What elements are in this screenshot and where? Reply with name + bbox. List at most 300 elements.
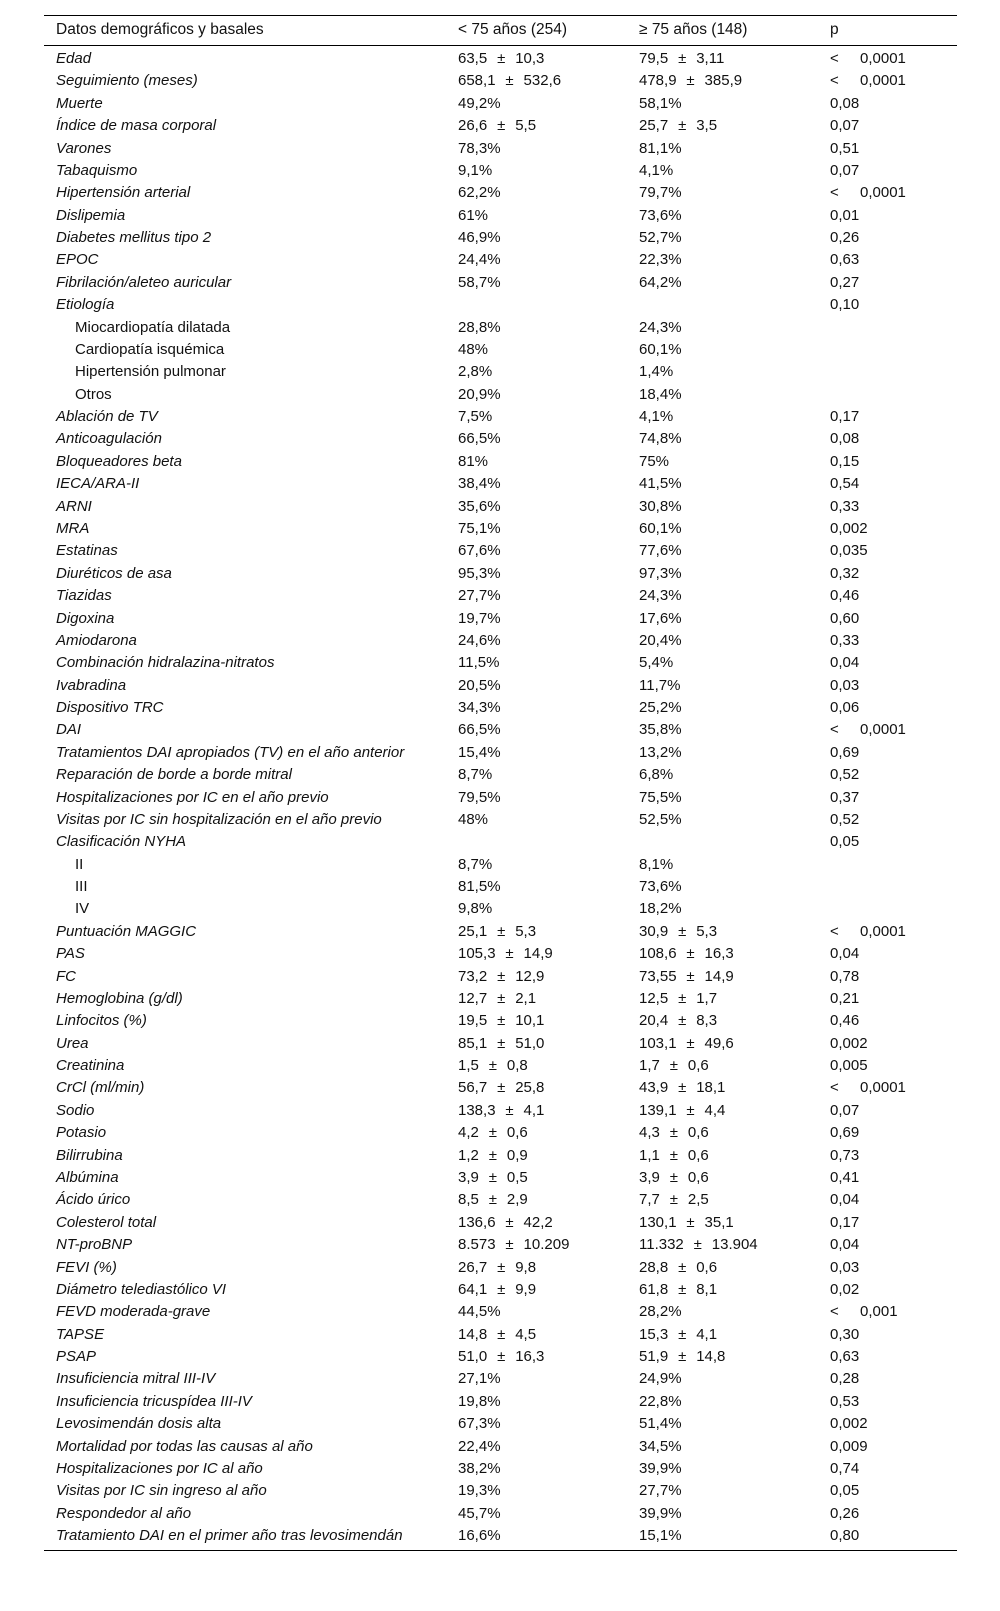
plus-minus-sign: ± — [497, 1079, 506, 1097]
cell-p-value: 0,04 — [830, 654, 860, 672]
mean-value: 12,5 — [639, 989, 669, 1007]
row-label: II — [75, 855, 84, 873]
table-row — [44, 584, 957, 607]
mean-value: 79,5 — [639, 50, 669, 67]
cell-75-plus: 4,1% — [639, 161, 674, 179]
sd-value: 385,9 — [704, 72, 743, 90]
table-row — [44, 562, 957, 585]
row-label: CrCl (ml/min) — [56, 1079, 145, 1097]
table-row — [44, 427, 957, 450]
sd-value: 16,3 — [704, 945, 734, 963]
table-row — [44, 1367, 957, 1390]
plus-minus-sign: ± — [693, 1236, 702, 1254]
cell-75-plus — [639, 1099, 725, 1122]
mean-value: 3,9 — [458, 1169, 479, 1186]
row-label-cell — [56, 137, 111, 160]
row-label: Mortalidad por todas las causas al año — [56, 1437, 313, 1455]
plus-minus-sign: ± — [678, 1348, 687, 1366]
mean-value: 1,5 — [458, 1057, 479, 1075]
cell-p-value: 0,009 — [830, 1437, 868, 1455]
mean-sd-value — [639, 1099, 725, 1122]
row-label: Diámetro telediastólico VI — [56, 1280, 227, 1298]
sd-value: 0,6 — [687, 1124, 709, 1142]
mean-value: 103,1 — [639, 1034, 677, 1052]
mean-sd-value — [639, 47, 724, 70]
row-label-cell — [56, 1345, 96, 1368]
mean-sd-value — [458, 1345, 544, 1368]
sd-value: 9,9 — [515, 1280, 537, 1298]
table-row — [44, 786, 957, 809]
cell-under-75: 81% — [458, 452, 489, 470]
mean-sd-value — [639, 1188, 709, 1211]
cell-75-plus — [639, 1345, 725, 1368]
row-label: Potasio — [56, 1124, 107, 1142]
row-label: NT-proBNP — [56, 1236, 133, 1254]
mean-sd-value — [639, 1054, 709, 1077]
cell-75-plus: 27,7% — [639, 1482, 682, 1500]
row-label: Hipertensión arterial — [56, 184, 191, 202]
row-label: Ivabradina — [56, 676, 127, 694]
cell-75-plus: 24,3% — [639, 318, 682, 336]
cell-under-75: 48% — [458, 340, 489, 358]
row-label-cell — [56, 383, 112, 406]
row-label: Insuficiencia mitral III-IV — [56, 1370, 216, 1388]
row-label-cell — [56, 1412, 221, 1435]
mean-value: 51,9 — [639, 1348, 669, 1366]
table-row — [44, 651, 957, 674]
row-label-cell — [56, 696, 164, 719]
cell-75-plus: 77,6% — [639, 542, 682, 560]
mean-value: 61,8 — [639, 1280, 669, 1298]
cell-p-value: 0,15 — [830, 452, 860, 470]
cell-p-value: 0,26 — [830, 229, 860, 247]
row-label: Ácido úrico — [56, 1191, 131, 1209]
row-label: FEVI (%) — [56, 1258, 117, 1276]
table-row — [44, 495, 957, 518]
cell-under-75: 7,5% — [458, 408, 493, 426]
cell-p-value — [830, 1076, 906, 1099]
cell-under-75: 11,5% — [458, 654, 500, 672]
mean-sd-value — [639, 1211, 734, 1234]
table-row — [44, 965, 957, 988]
table-subrow — [44, 338, 957, 361]
cell-p-value: 0,21 — [830, 989, 860, 1007]
row-label-cell — [56, 271, 231, 294]
row-label-cell — [56, 47, 91, 70]
sd-value: 14,9 — [704, 967, 734, 985]
cell-p-value: 0,08 — [830, 94, 860, 112]
row-label-cell — [56, 987, 183, 1010]
table-bottom-rule — [44, 1550, 957, 1551]
table-row — [44, 271, 957, 294]
cell-p-value: 0,10 — [830, 296, 860, 314]
table-row — [44, 674, 957, 697]
mean-sd-value — [458, 1211, 553, 1234]
cell-p-value: 0,002 — [830, 519, 868, 537]
row-label: Levosimendán dosis alta — [56, 1415, 222, 1433]
table-row — [44, 1054, 957, 1077]
cell-75-plus: 60,1% — [639, 519, 682, 537]
plus-minus-sign: ± — [488, 1146, 497, 1164]
mean-sd-value — [639, 1345, 725, 1368]
row-label: Albúmina — [56, 1169, 119, 1186]
mean-sd-value — [458, 1144, 528, 1167]
row-label-cell — [56, 1323, 104, 1346]
sd-value: 0,6 — [687, 1057, 709, 1075]
mean-value: 73,55 — [639, 967, 677, 985]
table-row — [44, 741, 957, 764]
row-label-cell — [56, 741, 404, 764]
row-label-cell — [56, 1054, 124, 1077]
cell-under-75: 38,4% — [458, 475, 501, 493]
cell-75-plus: 5,4% — [639, 654, 674, 672]
table-row — [44, 1233, 957, 1256]
row-label: Otros — [75, 385, 112, 403]
mean-value: 43,9 — [639, 1079, 669, 1097]
sd-value: 3,5 — [696, 117, 718, 135]
mean-sd-value — [458, 920, 536, 943]
cell-75-plus: 39,9% — [639, 1459, 682, 1477]
table-row — [44, 942, 957, 965]
table-row — [44, 696, 957, 719]
row-label: EPOC — [56, 251, 99, 269]
row-label-cell — [56, 1390, 252, 1413]
table-row — [44, 1300, 957, 1323]
cell-under-75: 24,6% — [458, 631, 501, 649]
p-value-less-than — [830, 1303, 898, 1320]
cell-75-plus: 11,7% — [639, 676, 681, 694]
cell-under-75: 19,3% — [458, 1482, 501, 1500]
table-row — [44, 607, 957, 630]
cell-under-75: 44,5% — [458, 1303, 501, 1321]
cell-p-value: 0,17 — [830, 408, 860, 426]
row-label-cell — [56, 1300, 210, 1323]
plus-minus-sign: ± — [686, 1034, 695, 1052]
mean-value: 7,7 — [639, 1191, 660, 1209]
plus-minus-sign: ± — [678, 1280, 687, 1298]
cell-p-value: 0,37 — [830, 788, 860, 806]
cell-p-value: 0,54 — [830, 475, 860, 493]
mean-value: 8.573 — [458, 1236, 496, 1254]
cell-p-value: 0,27 — [830, 273, 860, 291]
plus-minus-sign: ± — [497, 50, 506, 67]
table-row — [44, 248, 957, 271]
table-row — [44, 1144, 957, 1167]
mean-value: 51,0 — [458, 1348, 488, 1366]
sd-value: 4,1 — [696, 1325, 718, 1343]
row-label: IV — [75, 900, 90, 918]
cell-p-value: 0,73 — [830, 1146, 860, 1164]
mean-sd-value — [458, 1188, 528, 1211]
cell-75-plus: 75,5% — [639, 788, 682, 806]
row-label-cell — [56, 226, 211, 249]
row-label-cell — [56, 114, 216, 137]
table-row — [44, 293, 957, 316]
mean-value: 73,2 — [458, 967, 488, 985]
sd-value: 35,1 — [704, 1213, 734, 1231]
mean-value: 28,8 — [639, 1258, 669, 1276]
cell-p-value: 0,04 — [830, 945, 860, 963]
mean-sd-value — [458, 1099, 544, 1122]
cell-under-75 — [458, 1076, 544, 1099]
row-label: Etiología — [56, 296, 115, 314]
cell-under-75: 19,8% — [458, 1392, 501, 1410]
p-value-number: 0,0001 — [860, 922, 906, 940]
plus-minus-sign: ± — [686, 1101, 695, 1119]
less-than-sign: < — [830, 721, 839, 739]
mean-value: 108,6 — [639, 945, 677, 963]
cell-under-75 — [458, 920, 536, 943]
row-label-cell — [56, 562, 172, 585]
cell-under-75: 16,6% — [458, 1527, 501, 1545]
cell-p-value: 0,60 — [830, 609, 860, 627]
mean-value: 20,4 — [639, 1012, 669, 1030]
cell-75-plus — [639, 1278, 717, 1301]
row-label-cell — [56, 920, 196, 943]
mean-value: 56,7 — [458, 1079, 488, 1097]
row-label: Amiodarona — [56, 631, 137, 649]
cell-p-value: 0,05 — [830, 1482, 860, 1500]
row-label: Muerte — [56, 94, 103, 112]
table-row — [44, 1032, 957, 1055]
less-than-sign: < — [830, 1079, 839, 1097]
row-label-cell — [56, 1211, 156, 1234]
row-label: Hospitalizaciones por IC en el año previo — [56, 788, 329, 806]
cell-75-plus: 73,6% — [639, 206, 682, 224]
mean-sd-value — [458, 1166, 528, 1189]
plus-minus-sign: ± — [505, 1236, 514, 1254]
table-subrow — [44, 383, 957, 406]
mean-value: 8,5 — [458, 1191, 479, 1209]
row-label-cell — [56, 316, 230, 339]
cell-p-value: 0,04 — [830, 1236, 860, 1254]
cell-75-plus: 52,5% — [639, 810, 682, 828]
table-row — [44, 1121, 957, 1144]
row-label-cell — [56, 965, 76, 988]
mean-value: 136,6 — [458, 1213, 496, 1231]
mean-sd-value — [639, 114, 717, 137]
table-row — [44, 1076, 957, 1099]
cell-p-value: 0,02 — [830, 1280, 860, 1298]
cell-75-plus: 39,9% — [639, 1504, 682, 1522]
cell-under-75: 58,7% — [458, 273, 501, 291]
row-label: PAS — [56, 945, 85, 963]
row-label: Hemoglobina (g/dl) — [56, 989, 183, 1007]
row-label-cell — [56, 248, 99, 271]
table-row — [44, 92, 957, 115]
cell-75-plus: 4,1% — [639, 408, 674, 426]
p-value-less-than — [830, 184, 906, 201]
mean-value: 85,1 — [458, 1034, 488, 1052]
cell-under-75 — [458, 1144, 528, 1167]
table-row — [44, 1188, 957, 1211]
row-label: Hospitalizaciones por IC al año — [56, 1459, 263, 1477]
plus-minus-sign: ± — [669, 1124, 678, 1142]
mean-value: 11.332 — [639, 1236, 684, 1254]
cell-75-plus: 79,7% — [639, 184, 682, 202]
cell-p-value: 0,80 — [830, 1527, 860, 1545]
cell-under-75 — [458, 965, 544, 988]
row-label: Seguimiento (meses) — [56, 72, 198, 90]
mean-sd-value — [458, 1076, 544, 1099]
row-label: Insuficiencia tricuspídea III-IV — [56, 1392, 252, 1410]
cell-under-75: 66,5% — [458, 430, 501, 448]
cell-under-75 — [458, 1256, 536, 1279]
row-label: Tratamiento DAI en el primer año tras levosimendán — [56, 1527, 403, 1545]
mean-value: 15,3 — [639, 1325, 669, 1343]
table-row — [44, 1211, 957, 1234]
plus-minus-sign: ± — [678, 50, 687, 67]
plus-minus-sign: ± — [497, 1325, 506, 1343]
cell-p-value: 0,26 — [830, 1504, 860, 1522]
mean-value: 25,1 — [458, 922, 488, 940]
row-label-cell — [56, 763, 292, 786]
cell-p-value: 0,005 — [830, 1057, 868, 1075]
cell-under-75: 75,1% — [458, 519, 501, 537]
cell-75-plus — [639, 987, 717, 1010]
mean-value: 30,9 — [639, 922, 669, 940]
cell-under-75: 15,4% — [458, 743, 501, 761]
mean-value: 14,8 — [458, 1325, 488, 1343]
cell-75-plus — [639, 1054, 709, 1077]
header-rule — [44, 45, 957, 46]
cell-75-plus — [639, 1233, 758, 1256]
mean-sd-value — [639, 1144, 709, 1167]
cell-under-75 — [458, 1345, 544, 1368]
cell-under-75 — [458, 1121, 528, 1144]
cell-75-plus: 18,4% — [639, 385, 682, 403]
mean-value: 4,3 — [639, 1124, 660, 1142]
row-label-cell — [56, 1435, 313, 1458]
row-label-cell — [56, 360, 226, 383]
row-label-cell — [56, 539, 118, 562]
cell-p-value — [830, 920, 906, 943]
sd-value: 3,11 — [696, 50, 725, 67]
mean-value: 105,3 — [458, 945, 496, 963]
cell-75-plus: 73,6% — [639, 878, 682, 896]
cell-75-plus: 1,4% — [639, 363, 674, 381]
row-label-cell — [56, 1233, 132, 1256]
row-label-cell — [56, 808, 382, 831]
cell-under-75: 46,9% — [458, 229, 501, 247]
row-label: IECA/ARA-II — [56, 475, 140, 493]
cell-75-plus: 24,3% — [639, 587, 682, 605]
sd-value: 18,1 — [696, 1079, 726, 1097]
cell-p-value: 0,46 — [830, 587, 860, 605]
cell-p-value — [830, 47, 906, 70]
cell-p-value: 0,06 — [830, 699, 860, 717]
cell-75-plus — [639, 965, 734, 988]
table-row — [44, 987, 957, 1010]
plus-minus-sign: ± — [669, 1057, 678, 1075]
plus-minus-sign: ± — [686, 72, 695, 90]
cell-under-75: 19,7% — [458, 609, 501, 627]
less-than-sign: < — [830, 184, 839, 202]
cell-75-plus: 30,8% — [639, 497, 682, 515]
table-row — [44, 1479, 957, 1502]
mean-sd-value — [639, 1278, 717, 1301]
cell-under-75: 62,2% — [458, 184, 501, 202]
row-label: Colesterol total — [56, 1213, 157, 1231]
p-value-less-than — [830, 721, 906, 738]
table-row — [44, 47, 957, 70]
cell-p-value: 0,52 — [830, 810, 860, 828]
less-than-sign: < — [830, 72, 839, 90]
row-label: Respondedor al año — [56, 1504, 192, 1522]
mean-value: 19,5 — [458, 1012, 488, 1030]
sd-value: 49,6 — [704, 1034, 734, 1052]
row-label: PSAP — [56, 1348, 97, 1366]
plus-minus-sign: ± — [678, 117, 687, 135]
mean-sd-value — [458, 47, 544, 70]
row-label: Estatinas — [56, 542, 118, 560]
cell-75-plus: 41,5% — [639, 475, 682, 493]
row-label: Visitas por IC sin ingreso al año — [56, 1482, 267, 1500]
plus-minus-sign: ± — [488, 1169, 497, 1186]
sd-value: 10.209 — [523, 1236, 570, 1254]
row-label-cell — [56, 1278, 226, 1301]
plus-minus-sign: ± — [488, 1124, 497, 1142]
cell-75-plus: 24,9% — [639, 1370, 682, 1388]
table-row — [44, 405, 957, 428]
mean-sd-value — [458, 965, 544, 988]
mean-value: 63,5 — [458, 50, 488, 67]
cell-p-value: 0,07 — [830, 161, 860, 179]
p-value-number: 0,0001 — [860, 721, 906, 739]
cell-under-75: 28,8% — [458, 318, 501, 336]
row-label: Combinación hidralazina-nitratos — [56, 654, 275, 672]
plus-minus-sign: ± — [497, 922, 506, 940]
row-label-cell — [56, 853, 83, 876]
sd-value: 0,9 — [506, 1146, 528, 1164]
mean-sd-value — [639, 1032, 734, 1055]
cell-p-value: 0,33 — [830, 631, 860, 649]
p-value-number: 0,001 — [860, 1303, 898, 1321]
cell-75-plus: 17,6% — [639, 609, 682, 627]
row-label: DAI — [56, 721, 82, 739]
row-label-cell — [56, 942, 85, 965]
cell-75-plus — [639, 1121, 709, 1144]
table-top-rule — [44, 15, 957, 16]
cell-under-75 — [458, 69, 561, 92]
row-label: Dispositivo TRC — [56, 699, 164, 717]
mean-sd-value — [458, 114, 536, 137]
row-label: Urea — [56, 1034, 89, 1052]
cell-75-plus: 60,1% — [639, 340, 682, 358]
mean-value: 26,7 — [458, 1258, 488, 1276]
row-label-cell — [56, 897, 89, 920]
p-value-number: 0,0001 — [860, 50, 906, 67]
cell-under-75: 38,2% — [458, 1459, 501, 1477]
row-label: Dislipemia — [56, 206, 126, 224]
mean-sd-value — [639, 1009, 717, 1032]
row-label: Sodio — [56, 1101, 95, 1119]
plus-minus-sign: ± — [497, 1012, 506, 1030]
sd-value: 42,2 — [523, 1213, 553, 1231]
row-label-cell — [56, 1099, 94, 1122]
row-label: Linfocitos (%) — [56, 1012, 147, 1030]
table-row — [44, 1390, 957, 1413]
row-label: Bloqueadores beta — [56, 452, 182, 470]
table-row — [44, 69, 957, 92]
cell-75-plus: 15,1% — [639, 1527, 682, 1545]
row-label-cell — [56, 450, 182, 473]
cell-p-value: 0,08 — [830, 430, 860, 448]
cell-under-75: 22,4% — [458, 1437, 501, 1455]
cell-p-value: 0,52 — [830, 766, 860, 784]
row-label: Varones — [56, 139, 112, 157]
cell-under-75 — [458, 1054, 528, 1077]
